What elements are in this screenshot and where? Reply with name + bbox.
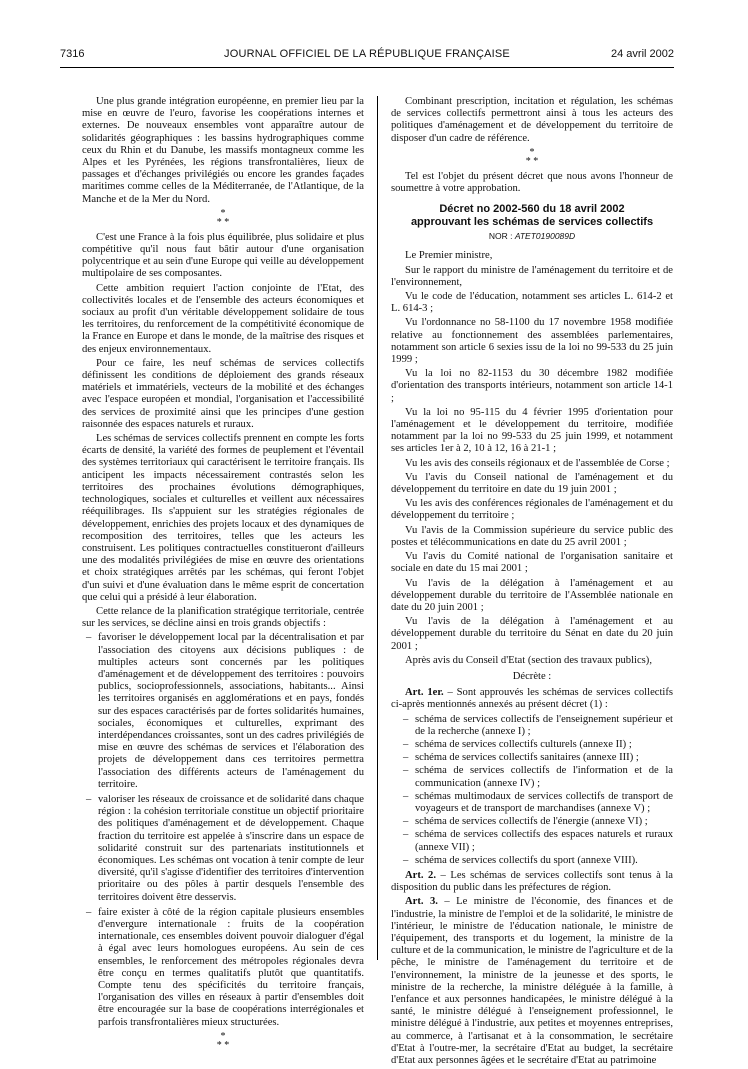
paragraph: Le Premier ministre, (405, 250, 493, 262)
list-item: – schéma de services collectifs culturels (annexe II) ; (415, 739, 673, 751)
list-item: – schéma de services collectifs des espaces naturels et ruraux (annexe VII) ; (415, 829, 673, 853)
column-divider (377, 96, 378, 960)
visa: Vu les avis des conférences régionales de l'aménagement et du développement du territoire ; (391, 498, 673, 522)
annex-list (391, 714, 673, 867)
article-2: Art. 2. – Les schémas de services collectifs sont tenus à la disposition du public dans les préfectures de région. (391, 869, 673, 894)
visa: Vu l'avis de la délégation à l'aménagement et au développement durable du territoire du Sénat en date du 20 juin 2001 ; (391, 616, 673, 652)
nor-reference: NOR : ATET0190089D (488, 231, 576, 242)
paragraph: Pour ce faire, les neuf schémas de services collectifs définissent les conditions de déploiement des grands réseaux matériels et immatériels, vecteurs de la mobilité et des échanges avec l'espace européen et mondial, l'organisation et l'accessibilité des services de proximité ainsi que les principes d'une gestion raisonnée des espaces naturels et ruraux. (82, 357, 364, 430)
visa: Vu les avis des conseils régionaux et de l'assemblée de Corse ; (405, 457, 670, 469)
list-item: – schéma de services collectifs du sport (annexe VIII). (415, 855, 673, 867)
left-column (82, 96, 364, 1055)
list-item: – schéma de services collectifs de l'énergie (annexe VI) ; (415, 816, 673, 828)
list-item: – favoriser le développement local par la décentralisation et par l'association des citoyens aux décisions publiques : de multiples acteurs sont concernés par les politiques d'aménagement et de développement des territoires : pouvoirs publics, socioprofessionnels, associations, habitants... Ainsi les territoires organisés en agglomérations et en pays, fondés sur des espaces caractérisés par de fortes solidarités humaines, sociales, économiques et culturelles, exprimant des interdépendances croissantes, sont un des cadres privilégiés de mise en œuvre des schémas de services et l'élaboration des projets de développement dans ces territoires permettra l'association des différents acteurs de l'aménagement du territoire. (98, 632, 364, 791)
visa: Vu l'avis de la délégation à l'aménagement et au développement durable du territoire de l'Assemblée nationale en date du 20 juin 2001 ; (391, 577, 673, 613)
decrete-heading: Décrète : (512, 670, 552, 682)
paragraph: Tel est l'objet du présent décret que nous avons l'honneur de soumettre à votre approbation. (391, 170, 673, 195)
paragraph: Combinant prescription, incitation et régulation, les schémas de services collectifs permettront ainsi à tous les acteurs des politiques d'aménagement et de développement du territoire de disposer d'un cadre de référence. (391, 96, 673, 144)
list-item: – schéma de services collectifs sanitaires (annexe III) ; (415, 752, 673, 764)
page-header (60, 48, 674, 64)
nor-code: ATET0190089D (514, 231, 576, 242)
paragraph: Les schémas de services collectifs prennent en compte les forts écarts de densité, la variété des formes de peuplement et l'éventail des systèmes territoriaux qui caractérisent le territoire français. Ils anticipent les impacts nécessairement contrastés selon les territoires des prochaines évolutions démographiques, technologiques, sociales et culturelles et veillent aux nécessaires rééquilibrages. Ils s'appuient sur les stratégies régionales de développement, enrichies des projets locaux et des dynamiques de recomposition des territoires, telles que les acteurs les construisent. Les politiques contractuelles constitueront d'ailleurs une des modalités privilégiées de mise en œuvre des orientations et choix stratégiques arrêtés par les schémas, qui feront l'objet d'un suivi et d'une évaluation dans le même esprit de concertation que celui qui a présidé à leur élaboration. (82, 433, 364, 603)
visa: Sur le rapport du ministre de l'aménagement du territoire et de l'environnement, (391, 264, 673, 288)
section-separator: * * * (216, 207, 230, 228)
list-item: – schéma de services collectifs de l'information et de la communication (annexe IV) ; (415, 765, 673, 789)
right-column (391, 96, 673, 1069)
article-1: Art. 1er. – Sont approuvés les schémas de services collectifs ci-après mentionnés annexés au présent décret (1) : (391, 687, 674, 711)
visa: Vu la loi no 82-1153 du 30 décembre 1982 modifiée d'orientation des transports intérieurs, notamment son article 14-1 ; (391, 368, 673, 404)
issue-date: 24 avril 2002 (611, 48, 674, 60)
section-separator: * * * (525, 146, 539, 167)
paragraph: Une plus grande intégration européenne, en premier lieu par la mise en œuvre de l'euro, favorise les coopérations internes et externes. De nouveaux ensembles vont apparaître autour de solidarités géographiques : les bassins hydrographiques comme ceux du Rhin et du Danube, les massifs montagneux comme les Alpes et les Pyrénées, les régions transfrontalières, lieux de passages et d'échanges privilégiés ou encore les grandes façades maritimes comme celles de la Méditerranée, de l'Atlantique, de la Manche et de la Mer du Nord. (82, 96, 364, 205)
visa: Vu l'avis du Comité national de l'organisation sanitaire et sociale en date du 15 mai 2001 ; (391, 551, 673, 575)
visa: Après avis du Conseil d'Etat (section des travaux publics), (405, 654, 652, 666)
paragraph: C'est une France à la fois plus équilibrée, plus solidaire et plus compétitive qu'il nous faut bâtir autour d'une organisation polycentrique et au sein d'une Europe qui veille au développement multipolaire de ses composantes. (82, 231, 364, 280)
journal-title: JOURNAL OFFICIEL DE LA RÉPUBLIQUE FRANÇAISE (224, 48, 510, 60)
list-item: – schémas multimodaux de services collectifs de transport de voyageurs et de transport de marchandises (annexe V) ; (415, 791, 673, 815)
visa: Vu la loi no 95-115 du 4 février 1995 d'orientation pour l'aménagement et le développement du territoire, modifiée notamment par la loi no 99-533 du 25 juin 1999, et notamment ses articles 1er à 2, 10 à 12, 16 à 21-1 ; (391, 406, 673, 455)
visa: Vu le code de l'éducation, notamment ses articles L. 614-2 et L. 614-3 ; (391, 291, 673, 315)
visa: Vu l'ordonnance no 58-1100 du 17 novembre 1958 modifiée relative au fonctionnement des assemblées parlementaires, notamment son article 6 sexies issu de la loi no 99-533 du 25 juin 1999 ; (391, 317, 673, 366)
paragraph: Cette relance de la planification stratégique territoriale, centrée sur les services, se décline ainsi en trois grands objectifs : (82, 605, 364, 630)
paragraph: Cette ambition requiert l'action conjointe de l'Etat, des collectivités locales et de l'ensemble des acteurs économiques et sociaux au profit d'un véritable développement solidaire de tous les territoires, du renforcement de la compétitivité économique de la France en Europe et dans le monde, de la maîtrise des risques et des enjeux environnementaux. (82, 282, 364, 355)
visa: Vu l'avis de la Commission supérieure du service public des postes et télécommunications en date du 25 avril 2001 ; (391, 524, 673, 548)
visa: Vu l'avis du Conseil national de l'aménagement et du développement du territoire en date du 19 juin 2001 ; (391, 471, 673, 496)
page-number: 7316 (60, 48, 85, 60)
objectives-list (82, 632, 364, 1029)
article-3: Art. 3. – Le ministre de l'économie, des finances et de l'industrie, la ministre de l'emploi et de la solidarité, le ministre de l'intérieur, le ministre de l'éducation nationale, le ministre de l'équipement, des transports et du logement, la ministre de la culture et de la communication, le ministre de l'agriculture et de la pêche, le ministre de l'aménagement du territoire et de l'environnement, la ministre de la jeunesse et des sports, le ministre de la recherche, la ministre déléguée à la famille, à l'enfance et aux personnes handicapées, le ministre délégué à la santé, le ministre délégué à l'enseignement professionnel, le ministre délégué à l'industrie, aux petites et moyennes entreprises, au commerce, à l'artisanat et à la consommation, le secrétaire d'Etat à l'outre-mer, la secrétaire d'Etat au budget, la secrétaire d'Etat aux personnes âgées et le secrétaire d'Etat au patrimoine (391, 896, 673, 1067)
section-separator: * * * (216, 1030, 230, 1051)
decree-title: Décret no 2002-560 du 18 avril 2002 approuvant les schémas de services collectifs (410, 203, 654, 229)
header-rule (60, 67, 674, 68)
list-item: – schéma de services collectifs de l'enseignement supérieur et de la recherche (annexe I) ; (415, 714, 673, 738)
list-item: – faire exister à côté de la région capitale plusieurs ensembles d'envergure internationale : fruits de la coopération internationale, ces ensembles doivent pouvoir dialoguer d'égal à égal avec leurs homologues européens. Au sein de ces ensembles, le renforcement des métropoles régionales devra être conçu en termes qualitatifs plutôt que quantitatifs. Compte tenu des spécificités du territoire français, l'organisation des villes en réseaux à partir d'ensembles doit être encouragée sur la base de coopérations interrégionales et parfois transfrontalières mieux structurées. (98, 907, 364, 1029)
list-item: – valoriser les réseaux de croissance et de solidarité dans chaque région : la cohésion territoriale constitue un objectif prioritaire des politiques d'aménagement et de développement. Chaque fraction du territoire est appelée à s'inscrire dans un espace de solidarité construit sur des partenariats institutionnels et économiques. Les schémas ont vocation à tenir compte de leur diversité, qu'il s'agisse d'identifier des territoires d'intervention prioritaire ou des pôles à partir desquels l'ensemble des territoires doivent être desservis. (98, 794, 364, 904)
